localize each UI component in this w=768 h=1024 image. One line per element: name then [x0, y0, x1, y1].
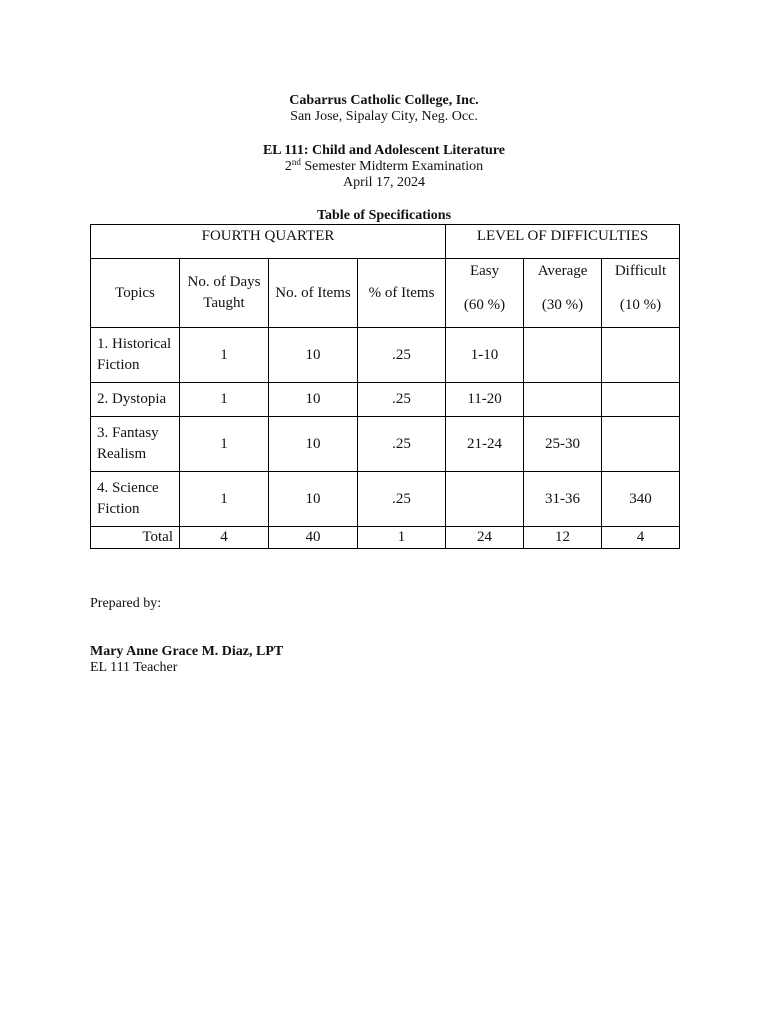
header-topics: Topics [91, 259, 180, 328]
header-pct-items: % of Items [358, 259, 446, 328]
school-address: San Jose, Sipalay City, Neg. Occ. [290, 109, 478, 124]
group-header-row [91, 225, 680, 259]
difficult-cell [602, 417, 680, 472]
table-row [91, 472, 680, 527]
difficult-label: Difficult [614, 263, 667, 279]
topic-cell [91, 328, 180, 383]
header-days-taught [180, 259, 269, 328]
topic-line2: Fiction [97, 357, 140, 373]
signature-block [90, 644, 283, 676]
items-cell: 10 [269, 472, 358, 527]
specifications-table [90, 224, 680, 549]
topic-line1: 1. Historical [97, 336, 172, 352]
total-easy: 24 [446, 527, 524, 549]
pct-cell: .25 [358, 417, 446, 472]
difficult-cell [602, 328, 680, 383]
column-header-row [91, 259, 680, 328]
total-difficult: 4 [602, 527, 680, 549]
table-row [91, 383, 680, 417]
exam-ordinal: 2 [284, 159, 292, 174]
total-items: 40 [269, 527, 358, 549]
course-title: EL 111: Child and Adolescent Literature [262, 143, 506, 158]
header-days-line2: Taught [203, 295, 245, 311]
average-cell [524, 328, 602, 383]
total-days: 4 [180, 527, 269, 549]
easy-cell: 1-10 [446, 328, 524, 383]
items-cell: 10 [269, 383, 358, 417]
days-cell: 1 [180, 417, 269, 472]
average-cell: 25-30 [524, 417, 602, 472]
total-row [91, 527, 680, 549]
topic-cell [91, 472, 180, 527]
easy-cell: 11-20 [446, 383, 524, 417]
header-average [524, 259, 602, 328]
table-row [91, 328, 680, 383]
header-easy [446, 259, 524, 328]
pct-cell: .25 [358, 328, 446, 383]
difficult-cell: 340 [602, 472, 680, 527]
pct-cell: .25 [358, 472, 446, 527]
days-cell: 1 [180, 383, 269, 417]
total-label: Total [91, 527, 180, 549]
average-pct: (30 %) [541, 297, 584, 313]
items-cell: 10 [269, 328, 358, 383]
topic-line2: Realism [97, 446, 147, 462]
topic-line2: Fiction [97, 501, 140, 517]
topic-cell [91, 417, 180, 472]
days-cell: 1 [180, 472, 269, 527]
signer-name: Mary Anne Grace M. Diaz, LPT [90, 644, 284, 659]
signer-role: EL 111 Teacher [90, 660, 178, 675]
pct-cell: .25 [358, 383, 446, 417]
average-cell: 31-36 [524, 472, 602, 527]
difficult-pct: (10 %) [619, 297, 662, 313]
easy-cell [446, 472, 524, 527]
total-average: 12 [524, 527, 602, 549]
difficult-cell [602, 383, 680, 417]
average-label: Average [537, 263, 588, 279]
days-cell: 1 [180, 328, 269, 383]
average-cell [524, 383, 602, 417]
exam-name-text: Semester Midterm Examination [300, 159, 484, 174]
header-items: No. of Items [269, 259, 358, 328]
topic-cell: 2. Dystopia [91, 383, 180, 417]
easy-label: Easy [469, 263, 500, 279]
exam-date: April 17, 2024 [342, 175, 426, 190]
easy-cell: 21-24 [446, 417, 524, 472]
exam-ordinal-suffix: nd [291, 157, 301, 167]
exam-header [0, 143, 768, 191]
prepared-by-label: Prepared by: [90, 596, 162, 611]
exam-name [0, 159, 768, 175]
school-header [0, 93, 768, 125]
total-pct: 1 [358, 527, 446, 549]
easy-pct: (60 %) [463, 297, 506, 313]
table-title: Table of Specifications [316, 208, 452, 223]
school-name: Cabarrus Catholic College, Inc. [289, 93, 479, 108]
group-level-of-difficulties: LEVEL OF DIFFICULTIES [446, 225, 680, 259]
header-days-line1: No. of Days [187, 274, 261, 290]
group-fourth-quarter: FOURTH QUARTER [91, 225, 446, 259]
header-difficult [602, 259, 680, 328]
items-cell: 10 [269, 417, 358, 472]
topic-line1: 3. Fantasy [97, 425, 159, 441]
topic-line1: 4. Science [97, 480, 159, 496]
table-row [91, 417, 680, 472]
